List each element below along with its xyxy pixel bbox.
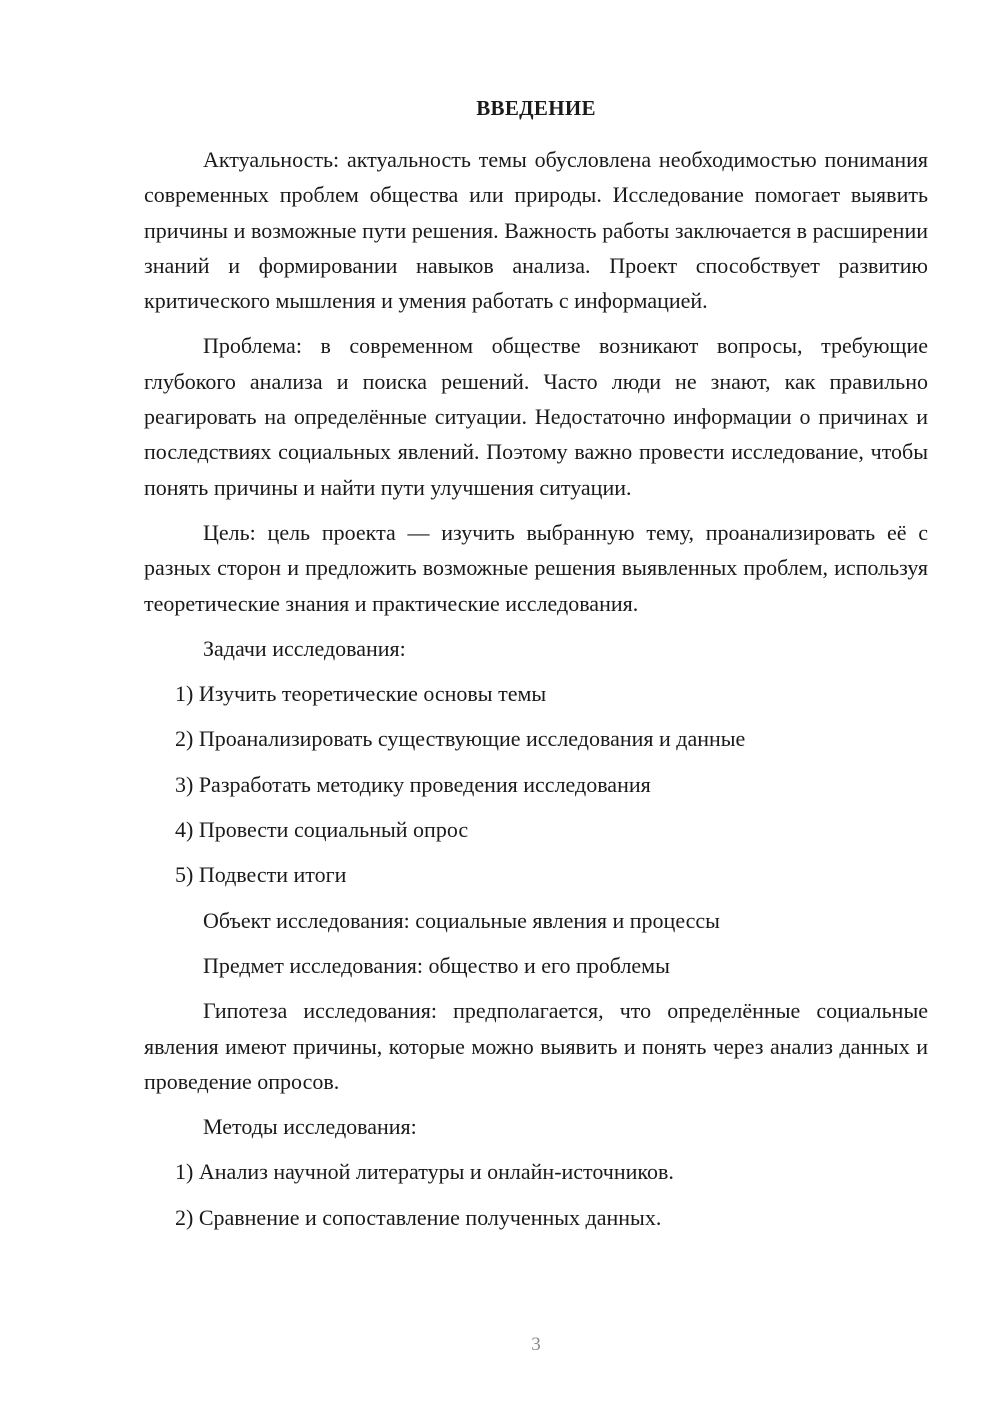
task-item: 5) Подвести итоги [175,862,347,888]
methods-heading: Методы исследования: [203,1114,417,1140]
goal-paragraph: Цель: цель проекта — изучить выбранную тему, проанализировать её с разных сторон и предложить возможные решения выявленных проблем, используя теоретические знания и практические исследования. [144,519,928,616]
relevance-paragraph: Актуальность: актуальность темы обусловлена необходимостью понимания современных проблем общества или природы. Исследование помогает выявить причины и возможные пути решения. Важность работы заключается в расширении знаний и формировании навыков анализа. Проект способствует развитию критического мышления и умения работать с информацией. [144,147,928,314]
problem-paragraph: Проблема: в современном обществе возникают вопросы, требующие глубокого анализа и поиска решений. Часто люди не знают, как правильно реагировать на определённые ситуации. Недостаточно информации о причинах и последствиях социальных явлений. Поэтому важно провести исследование, чтобы понять причины и найти пути улучшения ситуации. [144,333,928,500]
section-title: ВВЕДЕНИЕ [476,96,596,120]
tasks-heading: Задачи исследования: [203,635,406,661]
hypothesis-paragraph: Гипотеза исследования: предполагается, что определённые социальные явления имеют причины, которые можно выявить и понять через анализ данных и проведение опросов. [144,998,928,1094]
object-paragraph: Объект исследования: социальные явления и процессы [203,907,720,933]
task-item: 2) Проанализировать существующие исследования и данные [175,726,746,752]
task-item: 4) Провести социальный опрос [175,817,469,843]
method-item: 2) Сравнение и сопоставление полученных данных. [175,1204,662,1230]
document-body [144,142,928,1245]
task-item: 1) Изучить теоретические основы темы [175,681,547,707]
method-item: 1) Анализ научной литературы и онлайн-источников. [175,1159,674,1185]
task-item: 3) Разработать методику проведения исследования [175,771,651,797]
subject-paragraph: Предмет исследования: общество и его проблемы [203,952,670,978]
page-number: 3 [531,1334,541,1355]
